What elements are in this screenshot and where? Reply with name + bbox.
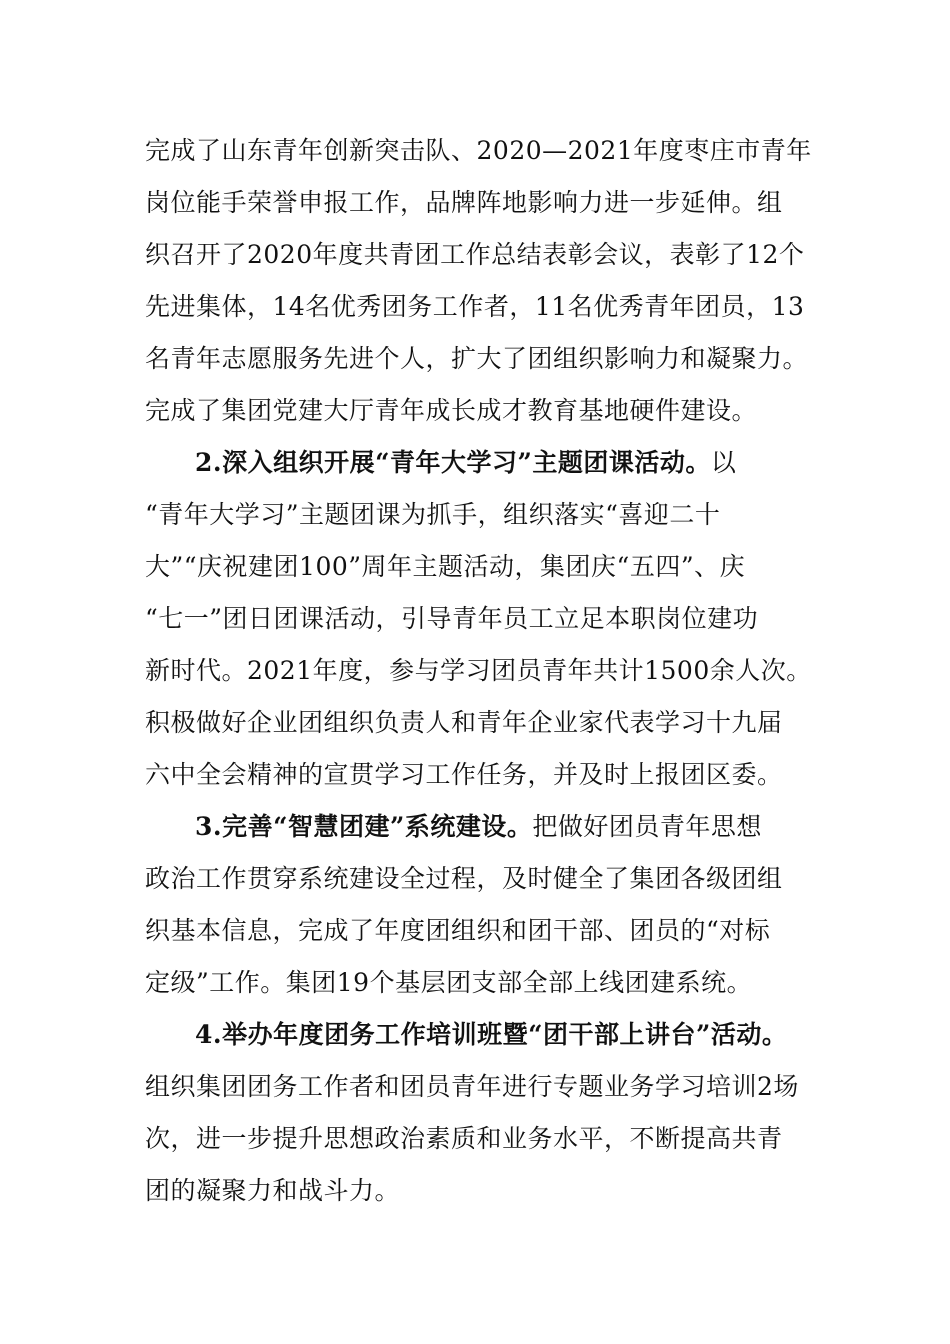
section-line — [195, 1015, 787, 1055]
paragraph-line: 岗位能手荣誉申报工作，品牌阵地影响力进一步延伸。组 — [145, 188, 783, 217]
paragraph-line: 完成了山东青年创新突击队、2020—2021年度枣庄市青年 — [145, 136, 812, 165]
section-heading: 2.深入组织开展“青年大学习”主题团课活动。 — [195, 448, 711, 477]
paragraph-line: 新时代。2021年度，参与学习团员青年共计1500余人次。 — [145, 656, 812, 685]
paragraph-line: 定级”工作。集团19个基层团支部全部上线团建系统。 — [145, 968, 753, 997]
paragraph-line: 次，进一步提升思想政治素质和业务水平，不断提高共青 — [145, 1124, 783, 1153]
section-heading: 3.完善“智慧团建”系统建设。 — [195, 812, 533, 841]
section-text: 以 — [710, 448, 737, 477]
paragraph-line: 积极做好企业团组织负责人和青年企业家代表学习十九届 — [145, 708, 783, 737]
paragraph-line: 先进集体，14名优秀团务工作者，11名优秀青年团员，13 — [145, 292, 805, 321]
paragraph-line: 组织集团团务工作者和团员青年进行专题业务学习培训2场 — [145, 1072, 799, 1101]
paragraph-line: 完成了集团党建大厅青年成长成才教育基地硬件建设。 — [145, 396, 758, 425]
section-heading: 4.举办年度团务工作培训班暨“团干部上讲台”活动。 — [195, 1020, 788, 1049]
paragraph-line: 织召开了2020年度共青团工作总结表彰会议，表彰了12个 — [145, 240, 805, 269]
paragraph-line: “青年大学习”主题团课为抓手，组织落实“喜迎二十 — [145, 500, 721, 529]
paragraph-line: 六中全会精神的宣贯学习工作任务，并及时上报团区委。 — [145, 760, 783, 789]
section-text: 把做好团员青年思想 — [532, 812, 762, 841]
paragraph-line: “七一”团日团课活动，引导青年员工立足本职岗位建功 — [145, 604, 759, 633]
paragraph-line: 名青年志愿服务先进个人，扩大了团组织影响力和凝聚力。 — [145, 344, 809, 373]
section-line — [195, 443, 736, 483]
paragraph-line: 织基本信息，完成了年度团组织和团干部、团员的“对标 — [145, 916, 771, 945]
paragraph-line: 大”“庆祝建团100”周年主题活动，集团庆“五四”、庆 — [145, 552, 746, 581]
section-line — [195, 807, 762, 847]
paragraph-line: 政治工作贯穿系统建设全过程，及时健全了集团各级团组 — [145, 864, 783, 893]
paragraph-line: 团的凝聚力和战斗力。 — [145, 1176, 401, 1205]
